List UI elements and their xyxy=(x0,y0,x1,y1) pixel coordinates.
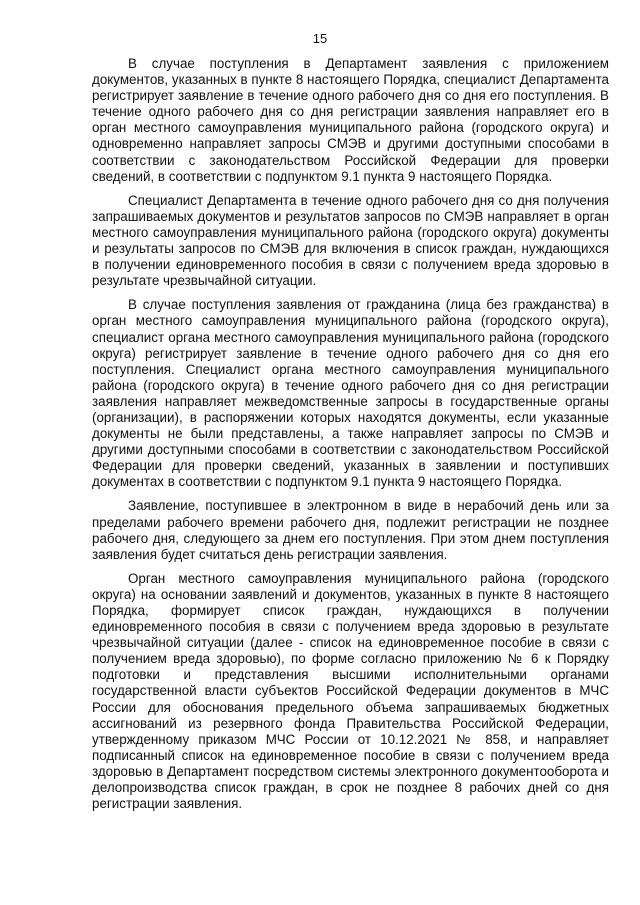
paragraph-department-forwarding: Специалист Департамента в течение одного рабочего дня со дня получения запрашиваемых документов и результатов запросов по СМЭВ направляет в орган местного самоуправления муниципального района (городского округа) документы и результаты запросов по СМЭВ для включения в список граждан, нуждающихся в получении единовременного пособия в связи с получением вреда здоровью в результате чрезвычайной ситуации. xyxy=(92,192,609,289)
paragraph-local-authority-registration: В случае поступления заявления от гражданина (лица без гражданства) в орган местного самоуправления муниципального района (городского округа), специалист органа местного самоуправления муниципального района (городского округа) регистрирует заявление в течение одного рабочего дня со дня его поступления. Специалист органа местного самоуправления муниципального района (городского округа) в течение одного рабочего дня со дня регистрации заявления направляет межведомственные запросы в государственные органы (организации), в распоряжении которых находятся документы, если указанные документы не были представлены, а также направляет запросы по СМЭВ и другими доступными способами в соответствии с законодательством Российской Федерации для проверки сведений, указанных в заявлении и поступивших документах в соответствии с подпунктом 9.1 пункта 9 настоящего Порядка. xyxy=(92,297,609,490)
paragraph-electronic-submission: Заявление, поступившее в электронном в виде в нерабочий день или за пределами рабочего времени рабочего дня, подлежит регистрации не позднее рабочего дня, следующего за днем его поступления. При этом днем поступления заявления будет считаться день регистрации заявления. xyxy=(92,498,609,562)
page-number: 15 xyxy=(312,31,328,46)
paragraph-list-formation: Орган местного самоуправления муниципального района (городского округа) на основании заявлений и документов, указанных в пункте 8 настоящего Порядка, формирует список граждан, нуждающихся в получении единовременного пособия в связи с получением вреда здоровью в результате чрезвычайной ситуации (далее - список на единовременное пособие в связи с получением вреда здоровью), по форме согласно приложению № 6 к Порядку подготовки и представления высшими исполнительными органами государственной власти субъектов Российской Федерации документов в МЧС России для обоснования предельного объема запрашиваемых бюджетных ассигнований из резервного фонда Правительства Российской Федерации, утвержденному приказом МЧС России от 10.12.2021 № 858, и направляет подписанный список на единовременное пособие в связи с получением вреда здоровью в Департамент посредством системы электронного документооборота и делопроизводства список граждан, в срок не позднее 8 рабочих дней со дня регистрации заявления. xyxy=(92,570,609,812)
document-body xyxy=(92,56,609,820)
paragraph-department-registration: В случае поступления в Департамент заявления с приложением документов, указанных в пункте 8 настоящего Порядка, специалист Департамента регистрирует заявление в течение одного рабочего дня со дня его поступления. В течение одного рабочего дня со дня регистрации заявления направляет его в орган местного самоуправления муниципального района (городского округа) и одновременно направляет запросы СМЭВ и другими доступными способами в соответствии с законодательством Российской Федерации для проверки сведений, в соответствии с подпунктом 9.1 пункта 9 настоящего Порядка. xyxy=(92,56,609,184)
